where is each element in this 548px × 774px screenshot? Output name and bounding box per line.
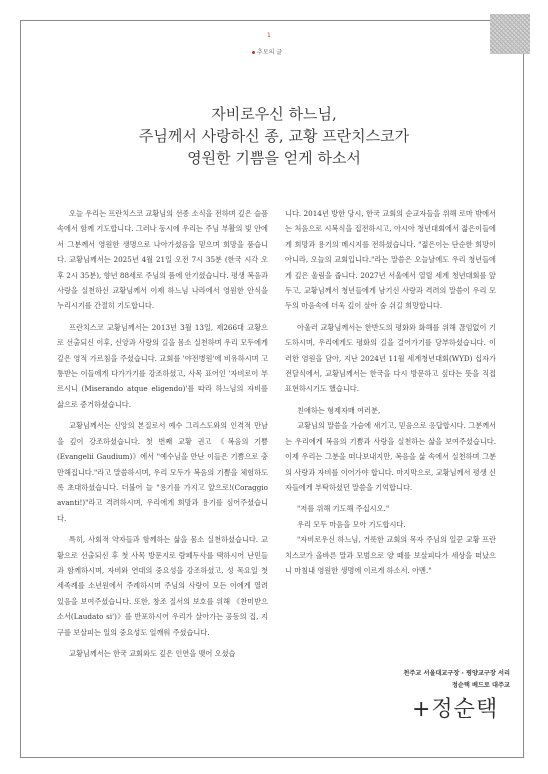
paragraph: 니다. 2014년 방한 당시, 한국 교회의 순교자들을 위해 로마 밖에서는 처음으로 시복식을 집전하시고, 아시아 청년대회에서 젊은이들에게 희망과 용기의 메시지를 전하셨습니다. "젊은이는 단순한 희망이 아니라, 오늘의 교회입니다."라는 말씀은 오늘날에도 우리 청년들에게 깊은 울림을 줍니다. 2027년 서울에서 열릴 세계 청년대회를 앞두고, 교황님께서 청년들에게 남기신 사랑과 격려의 말씀이 우리 모두의 마음속에 더욱 깊이 살아 숨 쉬길 희망합니다.	[285, 209, 496, 311]
section-label-text: 추모의 글	[257, 49, 283, 56]
paragraph: 우리 모두 마음을 모아 기도합시다.	[297, 519, 406, 529]
paragraph: 특히, 사회적 약자들과 함께하는 삶을 몸소 실천하셨습니다. 교황으로 선출되신 후 첫 사목 방문지로 람페두사를 택하시어 난민들과 함께하시며, 자비와 연대의 중요성을 강조하셨고, 성 목요일 첫 세족례를 소년원에서 주례하시며 주님의 사랑이 모든 이에게 열려 있음을 보여주셨습니다. 또한, 창조 질서의 보호를 위해 《찬미받으소서(Laudato si')》를 반포하시어 우리가 살아가는 공동의 집, 지구를 보살피는 일의 중요성도 일깨워 주셨습니다.	[57, 535, 268, 637]
paragraph: 오늘 우리는 프란치스코 교황님의 선종 소식을 전하며 깊은 슬픔 속에서 함께 기도합니다. 그러나 동시에 우리는 주님 부활의 빛 안에서 그분께서 영원한 생명으로 나아가셨음을 믿으며 희망을 품습니다. 교황님께서는 2025년 4월 21일 오전 7시 35분 (한국 시각 오후 2시 35분), 향년 88세로 주님의 품에 안기셨습니다. 평생 복음과 사랑을 실천하신 교황님께서 이제 하느님 나라에서 영원한 안식을 누리시기를 간절히 기도합니다.	[57, 209, 268, 311]
section-label	[252, 47, 282, 56]
page-title	[60, 103, 488, 169]
corner-pattern	[490, 14, 530, 54]
paragraph: "저를 위해 기도해 주십시오."	[297, 504, 390, 514]
paragraph: 교황님의 말씀을 가슴에 새기고, 믿음으로 응답합시다. 그분께서는 우리에게 복음의 기쁨과 사랑을 실천하는 삶을 보여주셨습니다. 이제 우리는 그분을 떠나보내지만, 복음을 삶 속에서 실천하며 그분의 사랑과 자비를 이어가야 합니다. 마지막으로, 교황님께서 평생 신자들에게 부탁하셨던 말씀을 기억합니다.	[285, 421, 496, 492]
left-column	[57, 206, 268, 661]
paragraph: 프란치스코 교황님께서는 2013년 3월 13일, 제266대 교황으로 선출되신 이후, 신앙과 사랑의 길을 몸소 실천하며 우리 모두에게 깊은 영적 가르침을 주셨습니다. 교회를 '야전병원'에 비유하시며 고통받는 이들에게 다가가기를 강조하셨고, 사목 표어인 '자비로이 부르시니 (Miserando atque eligendo)'를 따라 하느님의 자비를 삶으로 증거하셨습니다.	[57, 322, 268, 409]
handwritten-signature: +정순택	[412, 697, 499, 722]
paragraph: 친애하는 형제자매 여러분,	[297, 405, 381, 415]
right-column	[285, 206, 496, 578]
title-line: 영원한 기쁨을 얻게 하소서	[187, 149, 361, 167]
bullet-icon	[252, 51, 255, 54]
signature-title: 천주교 서울대교구장 · 평양교구장 서리	[403, 670, 510, 677]
paragraph: "자비로우신 하느님, 거룩한 교회의 목자 주님의 일꾼 교황 프란치스코가 올바른 말과 모범으로 양 떼를 보살피다가 세상을 떠났으니 마침내 영원한 생명에 이르게 하소서. 아멘."	[285, 535, 496, 575]
page-number: 1	[267, 32, 271, 39]
paragraph: 교황님께서는 신앙의 본질로서 예수 그리스도와의 인격적 만남을 깊이 강조하셨습니다. 첫 번째 교황 권고 《복음의 기쁨(Evangelii Gaudium)》에서 "예수님을 만난 이들은 기쁨으로 충만해집니다."라고 말씀하시며, 우리 모두가 복음의 기쁨을 체험하도록 초대하셨습니다. 더불어 늘 "용기를 가지고 앞으로!(Coraggio avanti!)"라고 격려하시며, 우리에게 희망과 용기를 심어주셨습니다.	[57, 421, 268, 523]
title-line: 주님께서 사랑하신 종, 교황 프란치스코가	[138, 127, 410, 145]
paragraph: 아울러 교황님께서는 한반도의 평화와 화해를 위해 끊임없이 기도하시며, 우리에게도 평화의 길을 걸어가기를 당부하셨습니다. 이러한 염원을 담아, 지난 2024년 11월 세계청년대회(WYD) 십자가 전달식에서, 교황님께서는 한국을 다시 방문하고 싶다는 뜻을 직접 표현하시기도 했습니다.	[285, 322, 496, 394]
title-line: 자비로우신 하느님,	[211, 105, 337, 123]
signature-name: 정순택 베드로 대주교	[451, 682, 510, 689]
paragraph: 교황님께서는 한국 교회와도 깊은 인연을 맺어 오셨습	[69, 648, 236, 658]
